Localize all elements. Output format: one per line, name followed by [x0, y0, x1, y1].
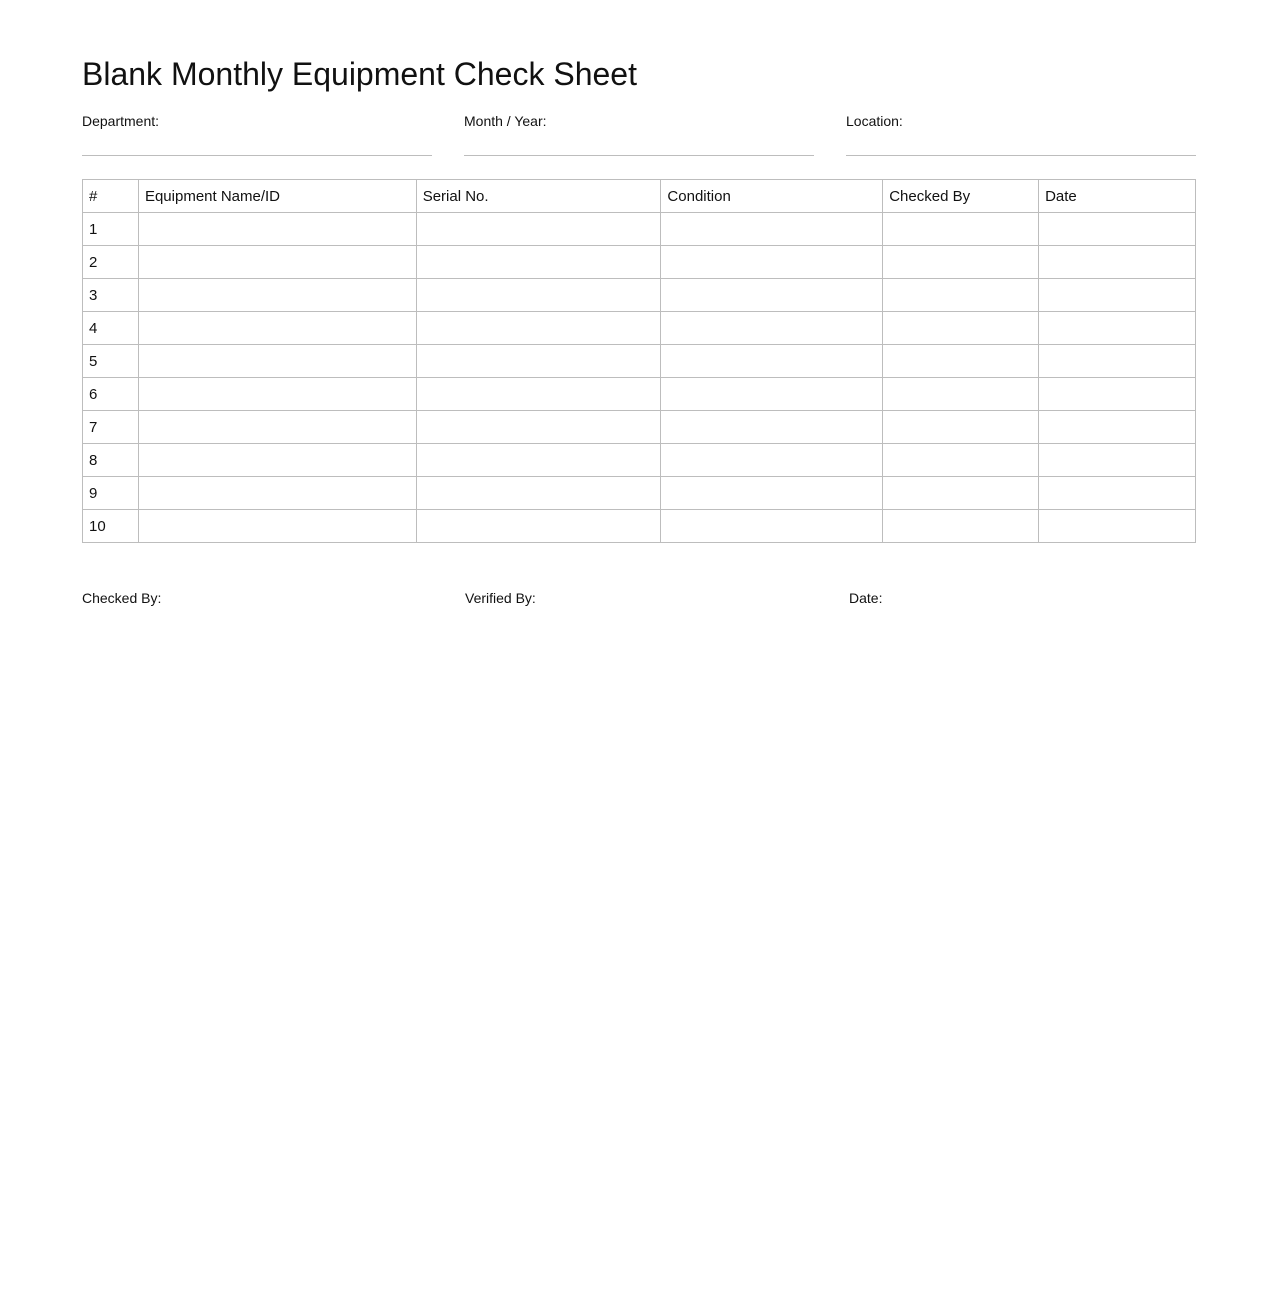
table-row: [83, 312, 1196, 345]
table-row: [83, 510, 1196, 543]
equipment-cell[interactable]: [138, 312, 416, 345]
department-field[interactable]: [82, 113, 432, 156]
condition-cell[interactable]: [661, 246, 883, 279]
condition-cell[interactable]: [661, 411, 883, 444]
row-number: 8: [83, 444, 139, 477]
col-header-checked-by: Checked By: [883, 180, 1039, 213]
condition-cell[interactable]: [661, 378, 883, 411]
serial-cell[interactable]: [416, 444, 661, 477]
table-header-row: [83, 180, 1196, 213]
serial-cell[interactable]: [416, 312, 661, 345]
checked-by-cell[interactable]: [883, 312, 1039, 345]
row-number: 9: [83, 477, 139, 510]
equipment-cell[interactable]: [138, 279, 416, 312]
condition-cell[interactable]: [661, 279, 883, 312]
month-year-field[interactable]: [464, 113, 814, 156]
location-label: Location:: [846, 113, 903, 129]
serial-cell[interactable]: [416, 378, 661, 411]
row-number: 1: [83, 213, 139, 246]
location-field[interactable]: [846, 113, 1196, 156]
table-row: [83, 378, 1196, 411]
date-cell[interactable]: [1039, 510, 1196, 543]
row-number: 2: [83, 246, 139, 279]
row-number: 4: [83, 312, 139, 345]
footer-date-label: Date:: [849, 590, 883, 606]
date-cell[interactable]: [1039, 246, 1196, 279]
table-row: [83, 345, 1196, 378]
date-cell[interactable]: [1039, 444, 1196, 477]
condition-cell[interactable]: [661, 345, 883, 378]
condition-cell[interactable]: [661, 477, 883, 510]
checked-by-cell[interactable]: [883, 444, 1039, 477]
equipment-cell[interactable]: [138, 246, 416, 279]
serial-cell[interactable]: [416, 279, 661, 312]
col-header-serial: Serial No.: [416, 180, 661, 213]
table-row: [83, 279, 1196, 312]
condition-cell[interactable]: [661, 444, 883, 477]
equipment-cell[interactable]: [138, 345, 416, 378]
col-header-condition: Condition: [661, 180, 883, 213]
table-row: [83, 411, 1196, 444]
equipment-cell[interactable]: [138, 477, 416, 510]
row-number: 5: [83, 345, 139, 378]
equipment-cell[interactable]: [138, 444, 416, 477]
serial-cell[interactable]: [416, 213, 661, 246]
serial-cell[interactable]: [416, 510, 661, 543]
checked-by-cell[interactable]: [883, 510, 1039, 543]
col-header-date: Date: [1039, 180, 1196, 213]
equipment-cell[interactable]: [138, 213, 416, 246]
checked-by-cell[interactable]: [883, 279, 1039, 312]
date-cell[interactable]: [1039, 213, 1196, 246]
equipment-cell[interactable]: [138, 378, 416, 411]
checked-by-cell[interactable]: [883, 246, 1039, 279]
col-header-number: #: [83, 180, 139, 213]
date-cell[interactable]: [1039, 411, 1196, 444]
table-row: [83, 444, 1196, 477]
row-number: 3: [83, 279, 139, 312]
verified-by-label: Verified By:: [465, 590, 536, 606]
page-title: Blank Monthly Equipment Check Sheet: [82, 56, 637, 92]
date-cell[interactable]: [1039, 378, 1196, 411]
condition-cell[interactable]: [661, 312, 883, 345]
month-year-label: Month / Year:: [464, 113, 547, 129]
checked-by-cell[interactable]: [883, 411, 1039, 444]
date-cell[interactable]: [1039, 345, 1196, 378]
table-row: [83, 246, 1196, 279]
condition-cell[interactable]: [661, 510, 883, 543]
checked-by-label: Checked By:: [82, 590, 162, 606]
condition-cell[interactable]: [661, 213, 883, 246]
checked-by-cell[interactable]: [883, 345, 1039, 378]
department-label: Department:: [82, 113, 160, 129]
row-number: 7: [83, 411, 139, 444]
table-row: [83, 477, 1196, 510]
col-header-equipment: Equipment Name/ID: [138, 180, 416, 213]
table-row: [83, 213, 1196, 246]
equipment-cell[interactable]: [138, 411, 416, 444]
checked-by-cell[interactable]: [883, 378, 1039, 411]
row-number: 10: [83, 510, 139, 543]
checked-by-cell[interactable]: [883, 477, 1039, 510]
row-number: 6: [83, 378, 139, 411]
serial-cell[interactable]: [416, 345, 661, 378]
date-cell[interactable]: [1039, 279, 1196, 312]
checked-by-cell[interactable]: [883, 213, 1039, 246]
date-cell[interactable]: [1039, 312, 1196, 345]
date-cell[interactable]: [1039, 477, 1196, 510]
header-fields: [82, 113, 1196, 155]
serial-cell[interactable]: [416, 477, 661, 510]
serial-cell[interactable]: [416, 246, 661, 279]
equipment-cell[interactable]: [138, 510, 416, 543]
equipment-table: [82, 179, 1196, 543]
serial-cell[interactable]: [416, 411, 661, 444]
